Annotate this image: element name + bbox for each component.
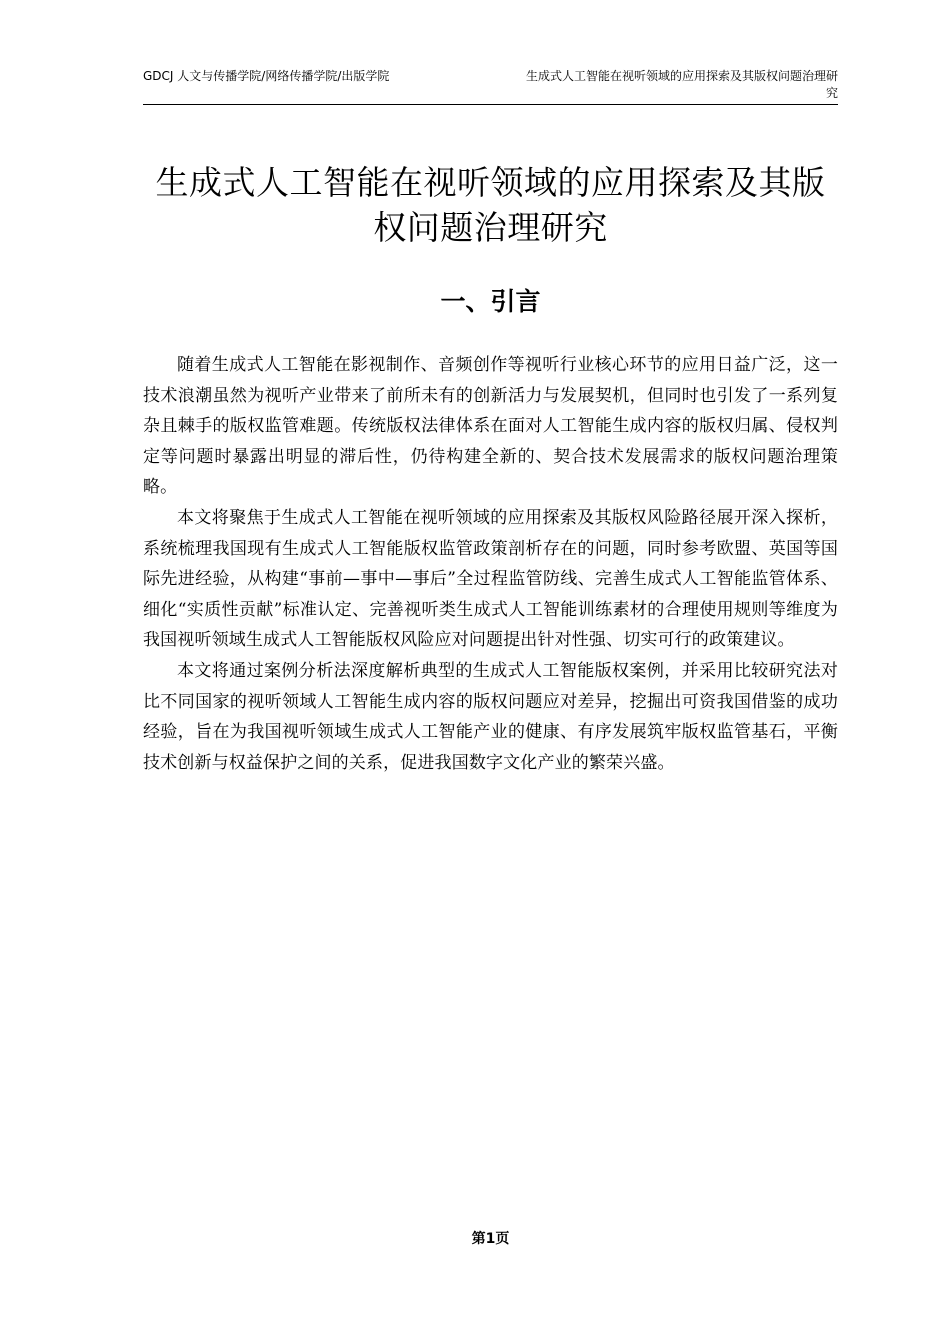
document-title: 生成式人工智能在视听领域的应用探索及其版权问题治理研究 [155, 163, 826, 247]
page-number: 第1页 [471, 1231, 510, 1247]
header-running-title: 生成式人工智能在视听领域的应用探索及其版权问题治理研究 [525, 69, 838, 100]
body-text [143, 350, 838, 778]
paragraph: 本文将聚焦于生成式人工智能在视听领域的应用探索及其版权风险路径展开深入探析，系统梳理我国现有生成式人工智能版权监管政策剖析存在的问题，同时参考欧盟、英国等国际先进经验，从构建“事前—事中—事后”全过程监管防线、完善生成式人工智能监管体系、细化“实质性贡献”标准认定、完善视听类生成式人工智能训练素材的合理使用规则等维度为我国视听领域生成式人工智能版权风险应对问题提出针对性强、切实可行的政策建议。 [143, 507, 838, 651]
paragraph: 本文将通过案例分析法深度解析典型的生成式人工智能版权案例，并采用比较研究法对比不同国家的视听领域人工智能生成内容的版权问题应对差异，挖掘出可资我国借鉴的成功经验，旨在为我国视听领域生成式人工智能产业的健康、有序发展筑牢版权监管基石，平衡技术创新与权益保护之间的关系，促进我国数字文化产业的繁荣兴盛。 [143, 660, 838, 773]
section-heading: 一、引言 [440, 287, 541, 316]
paragraph: 随着生成式人工智能在影视制作、音频创作等视听行业核心环节的应用日益广泛，这一技术浪潮虽然为视听产业带来了前所未有的创新活力与发展契机，但同时也引发了一系列复杂且棘手的版权监管难题。传统版权法律体系在面对人工智能生成内容的版权归属、侵权判定等问题时暴露出明显的滞后性，仍待构建全新的、契合技术发展需求的版权问题治理策略。 [143, 355, 838, 498]
header-institution: GDCJ 人文与传播学院/网络传播学院/出版学院 [143, 69, 390, 83]
page-header [143, 68, 838, 105]
